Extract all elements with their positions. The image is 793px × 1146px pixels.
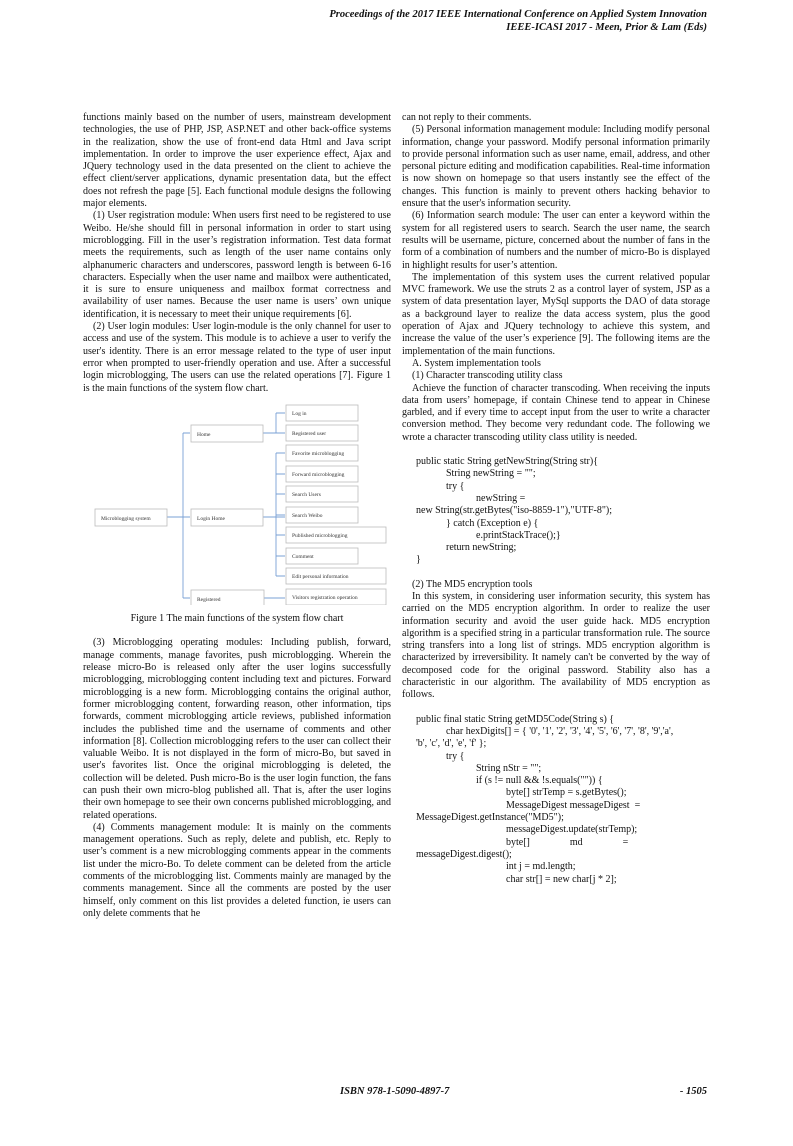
node-leaf: Comment [292,553,314,560]
subsection-heading: (1) Character transcoding utility class [412,370,563,382]
subsection-heading: (2) The MD5 encryption tools [412,578,533,590]
node-login-home: Login Home [197,515,225,522]
paragraph: (1) User registration module: When users first need to be registered to use Weibo. He/she should fill in personal information in order to start using microblogging. Fill in the user’s registration information. Test data format meets the requirements, such as length of the user name contains only alphanumeric characters and underscores, password length is between 6-16 characters. Especially when the user name and mailbox were authenticated, it is sure to ensure uniqueness and mailbox format correctness and availability of user names. Because the user name is users’ own unique identification, it is necessary to meet their unique requirements [6]. [83,210,391,320]
header-conference: Proceedings of the 2017 IEEE International Conference on Applied System Innovation [329,9,707,20]
node-leaf: Search Weibo [292,512,323,519]
header-editors: IEEE-ICASI 2017 - Meen, Prior & Lam (Eds) [506,22,707,33]
paragraph: (4) Comments management module: It is mainly on the comments management operations. Such as reply, delete and publish, etc. Reply to user’s comment is a new microblogging comments appear in the comments list under the micro-Bo. To delete comment can be deleted from the article comments of the microblogging list. Comments mainly are managed by the comments management. Since all the comments are posted by the user himself, only comment on this list provides a deleted function, ie users can only delete comments that he [83,821,391,919]
node-leaf: Published microblogging [292,532,348,539]
paragraph: (2) User login modules: User login-module is the only channel for user to access and use of the system. This module is to achieve a user to verify the user's identity. There is an error message related to the type of user input error when prompted to user-friendly operation and use. After a successful login microblogging, The users can use the related operations [7]. Figure 1 is the main functions of the system flow chart. [83,321,391,394]
paragraph: In this system, in considering user information security, this system has carried on the MD5 encryption algorithm. In order to realize the user information security and avoid the user guide hack. MD5 encryption algorithm is a specified string in a particular transformation rule. The source string transfers into a long list of strings. MD5 encryption algorithm is characterized by irreversibility. It namely can't be converted by the way of decomposed code for the original password. Stability also has a characteristic in our algorithm. The availability of MD5 encryption as follows. [402,590,710,701]
paragraph: functions mainly based on the number of users, mainstream development technologies, the use of PHP, JSP, ASP.NET and other back-office systems in the realization, show the use of front-end data Html and Java script implementation. In order to improve the user experience effect, Ajax and JQuery technology used in the data presented on the client to achieve the effect client/server applications, dynamic presentation data, but the effect does not refresh the page [5]. Each functional module designs the following major elements. [83,112,391,210]
paragraph: (3) Microblogging operating modules: Including publish, forward, manage comments, manage favorites, push microblogging. Wherein the release micro-Bo is released only after the user logins successfully microblogging, microblogging content including text and pictures. Forward microblogging is a new form. Microblogging contains the original author, former microblogging content, forwarding reason, other information, tips forwards, comment microblogging article reviews, published information includes the published time and the username of comments and other information [8]. Collection microblogging refers to the user can collect their valuable Weibo. It is not displayed in the form of micro-Bo, but saved in user's favorites list. Once the original microblogging is deleted, the collection will be deleted. Push micro-Bo is the user login function, the fans can push their own micro-blog published all. That is, after the user logins their own homepage to see their own concerns published microblogging, and related operations. [83,637,391,821]
node-root: Microblogging system [101,515,151,522]
right-column [402,112,710,886]
paragraph: The implementation of this system uses the current relatived popular MVC framework. We use the struts 2 as a control layer of system, JSP as a system of data presentation layer, MySql supports the DAO of data storage as a background layer to realize the data access system, plus the good operation of Ajax and JQuery technology to achieve this system, and increase the value of the user’s experience [9]. The following items are the implementation of the main functions. [402,271,710,357]
code-block-transcoding: public static String getNewString(String str){ String newString = ""; try { newString = new String(str.getBytes("iso-8859-1"),"UTF-8"); } catch (Exception e) { e.printStackTrace();} return newString; } [416,456,613,566]
node-leaf: Edit personal information [292,573,349,580]
paragraph: (5) Personal information management module: Including modify personal information, change your password. Modify personal information primarily to provide personal information such as user name, email, address, and other personal picture editing and modification capabilities. Real-time information is now shown on homepage so that users instantly see the effect of the changes. This function is mainly to prevent others hacking behavior to ensure that the user's information security. [402,124,710,210]
node-leaf: Search Users [292,491,321,498]
node-leaf: Visitors registration operation [292,594,358,601]
code-block-md5: public final static String getMD5Code(String s) { char hexDigits[] = { '0', '1', '2', '3', '4', '5', '6', '7', '8', '9','a', 'b', 'c', 'd', 'e', 'f' }; try { String nStr = ""; if (s != null && !s.equals("")) { byte[] strTemp = s.getBytes(); MessageDigest messageDigest = MessageDigest.getInstance("MD5"); messageDigest.update(strTemp); byte[] md = messageDigest.digest(); int j = md.length; char str[] = new char[j * 2]; [416,713,674,885]
node-leaf: Forward microblogging [292,471,345,478]
node-home: Home [197,431,211,438]
leaf-nodes [286,405,386,605]
node-registered: Registered [197,596,221,603]
node-leaf: Log in [292,410,307,417]
left-column [83,112,391,920]
figure-caption: Figure 1 The main functions of the system flow chart [130,613,344,625]
footer-isbn: ISBN 978-1-5090-4897-7 [340,1086,450,1097]
paragraph: (6) Information search module: The user can enter a keyword within the system for all registered users to search. Search the user name, the search results will be username, picture, concerned about the number of fans in the form of a combination of numbers and the number of micro-Bo is displayed in highlight results for user’s attention. [402,210,710,271]
figure-1-flowchart [83,399,391,609]
node-leaf: Favorite microblogging [292,450,345,457]
page-number: - 1505 [679,1086,707,1097]
running-header [329,8,707,34]
paragraph: can not reply to their comments. [402,112,532,123]
section-heading: A. System implementation tools [412,357,541,369]
paragraph: Achieve the function of character transcoding. When receiving the inputs data from users’ homepage, if contain Chinese tend to appear in Chinese garbled, and if every time to accept input from the user to write a character conversion method. They become very redundant code. The following we wrote a character transcoding utility class utility is needed. [402,382,710,443]
node-leaf: Registered user [292,430,327,437]
